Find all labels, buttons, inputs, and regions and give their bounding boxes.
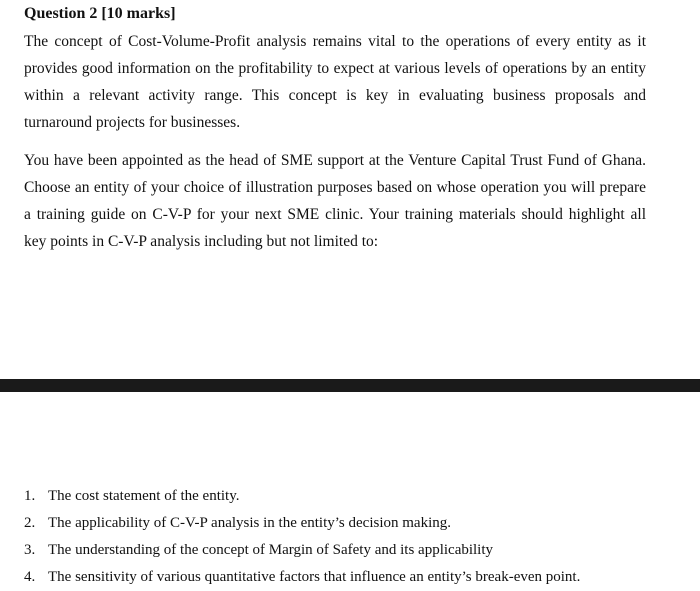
question-heading: Question 2 [10 marks] bbox=[24, 5, 176, 22]
paragraph-line: You have been appointed as the head of SME support at the Venture Capital Trust Fund of Ghana. bbox=[24, 152, 646, 169]
list-item-text: The understanding of the concept of Margin of Safety and its applicability bbox=[48, 542, 494, 558]
task-paragraph bbox=[24, 147, 646, 255]
list-number: 2. bbox=[24, 515, 36, 531]
list-item bbox=[24, 564, 580, 591]
paragraph-line: a training guide on C-V-P for your next SME clinic. Your training materials should highlight all bbox=[24, 206, 646, 223]
list-number: 4. bbox=[24, 569, 36, 585]
divider-bar bbox=[0, 379, 700, 392]
list-item bbox=[24, 483, 580, 510]
list-item bbox=[24, 537, 580, 564]
paragraph-line: provides good information on the profitability to expect at various levels of operations by an entity bbox=[24, 60, 646, 77]
paragraph-line: Choose an entity of your choice of illustration purposes based on whose operation you will prepare bbox=[24, 179, 646, 196]
list-number: 1. bbox=[24, 488, 36, 504]
paragraph-line: turnaround projects for businesses. bbox=[24, 114, 241, 131]
intro-paragraph bbox=[24, 28, 646, 136]
list-item bbox=[24, 510, 580, 537]
list-number: 3. bbox=[24, 542, 36, 558]
paragraph-line: The concept of Cost-Volume-Profit analysis remains vital to the operations of every entity as it bbox=[24, 33, 646, 50]
paragraph-line: key points in C-V-P analysis including but not limited to: bbox=[24, 233, 379, 250]
list-item-text: The applicability of C-V-P analysis in the entity’s decision making. bbox=[48, 515, 451, 531]
requirements-list bbox=[24, 483, 580, 591]
paragraph-line: within a relevant activity range. This concept is key in evaluating business proposals and bbox=[24, 87, 646, 104]
list-item-text: The cost statement of the entity. bbox=[48, 488, 240, 504]
list-item-text: The sensitivity of various quantitative factors that influence an entity’s break-even point. bbox=[48, 569, 581, 585]
